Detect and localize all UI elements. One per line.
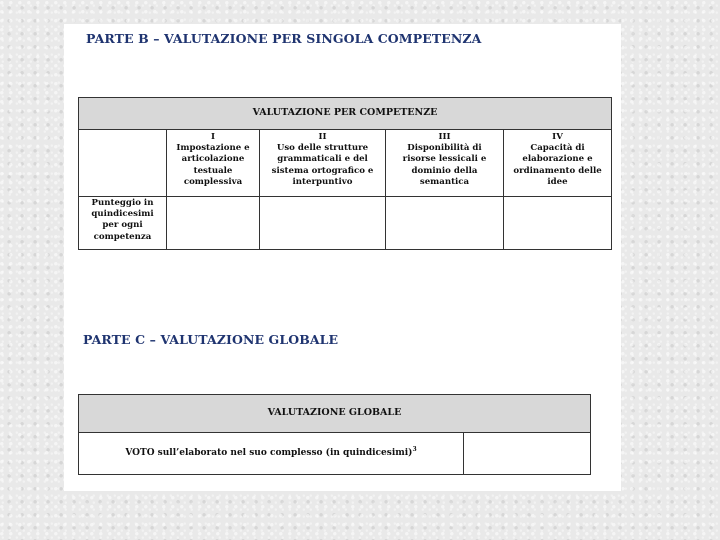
row-label-line: quindicesimi (91, 209, 154, 220)
vote-label-cell (79, 433, 464, 475)
column-text-line: risorse lessicali e (402, 154, 487, 165)
column-text-line: articolazione (181, 154, 245, 165)
row-label-line: competenza (93, 231, 152, 242)
part-b-title: PARTE B – VALUTAZIONE PER SINGOLA COMPETENZA (86, 31, 482, 46)
competence-column-iii (386, 130, 504, 197)
vote-label: VOTO sull’elaborato nel suo complesso (in quindicesimi) (125, 447, 413, 458)
column-numeral: III (438, 132, 451, 142)
competence-table-header: VALUTAZIONE PER COMPETENZE (79, 98, 612, 130)
column-text-line: interpuntivo (292, 176, 353, 187)
column-text-line: Impostazione e (176, 143, 250, 154)
competence-column-iv (504, 130, 612, 197)
column-text-line: dominio della (411, 165, 478, 176)
competence-column-i (167, 130, 260, 197)
footnote-marker: 3 (412, 445, 417, 453)
global-evaluation-table (78, 394, 591, 475)
column-text-line: Uso delle strutture (276, 143, 369, 154)
column-numeral: II (318, 132, 327, 142)
column-numeral: I (210, 132, 216, 142)
score-cell-iii[interactable] (386, 197, 504, 250)
row-label-line: per ogni (102, 220, 143, 231)
column-text-line: elaborazione e (522, 154, 593, 165)
column-text-line: testuale (193, 165, 233, 176)
column-text-line: semantica (419, 176, 470, 187)
global-table-header: VALUTAZIONE GLOBALE (79, 395, 591, 433)
competence-evaluation-table (78, 97, 612, 250)
score-row-label (79, 197, 167, 250)
part-c-title: PARTE C – VALUTAZIONE GLOBALE (83, 332, 339, 347)
score-cell-ii[interactable] (260, 197, 386, 250)
column-text-line: complessiva (183, 176, 243, 187)
column-text-line: grammaticali e del (277, 154, 368, 165)
vote-value-cell[interactable] (464, 433, 591, 475)
row-label-line: Punteggio in (91, 198, 154, 208)
column-numeral: IV (552, 132, 563, 142)
column-text-line: idee (547, 176, 568, 187)
column-text-line: Capacità di (530, 143, 585, 154)
column-text-line: ordinamento delle (513, 165, 602, 176)
score-cell-i[interactable] (167, 197, 260, 250)
empty-corner-cell (79, 130, 167, 197)
column-text-line: sistema ortografico e (271, 165, 374, 176)
competence-column-ii (260, 130, 386, 197)
score-cell-iv[interactable] (504, 197, 612, 250)
column-text-line: Disponibilità di (407, 143, 482, 154)
